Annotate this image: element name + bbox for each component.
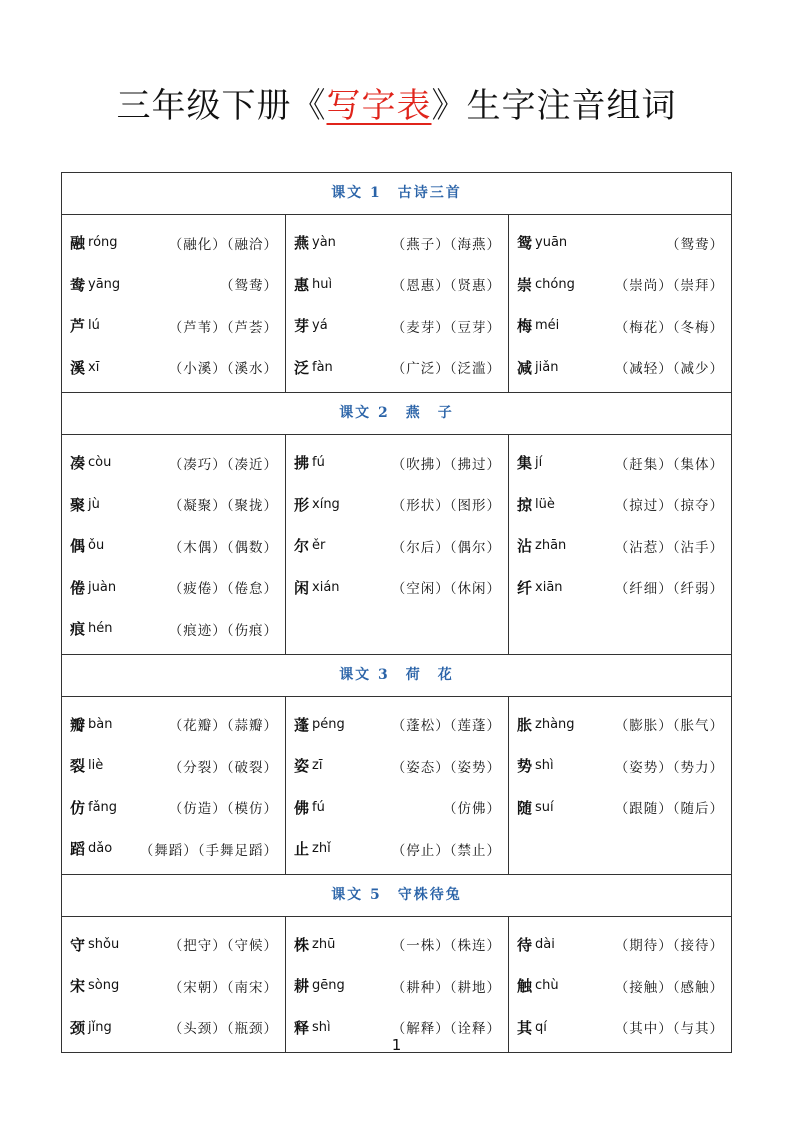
entry-pinyin: ěr (312, 538, 326, 554)
vocab-entry (62, 745, 285, 787)
entry-words: （舞蹈）（手舞足蹈） (139, 842, 278, 859)
entry-words: （耕种）（耕地） (391, 979, 501, 996)
vocab-entry (509, 567, 731, 609)
entry-character: 沾 (517, 537, 533, 556)
entry-words: （麦芽）（豆芽） (391, 319, 501, 336)
entry-words: （芦苇）（芦荟） (168, 319, 278, 336)
page-number: 1 (391, 1036, 402, 1054)
entry-words: （赶集）（集体） (614, 456, 724, 473)
lesson-body (62, 435, 731, 655)
entry-words: （鸳鸯） (666, 236, 724, 253)
vocab-entry (62, 305, 285, 347)
entry-pinyin: jí (535, 455, 543, 471)
entry-words: （一株）（株连） (391, 938, 501, 955)
entry-character: 姿 (294, 757, 310, 776)
entry-character: 势 (517, 757, 533, 776)
entry-pinyin: zī (312, 758, 323, 774)
entry-character: 耕 (294, 977, 310, 996)
entry-character: 芽 (294, 317, 310, 336)
entry-character: 集 (517, 454, 533, 473)
entry-words: （鸳鸯） (220, 278, 278, 295)
entry-pinyin: huì (312, 276, 333, 292)
title-suffix: 生字注音组词 (466, 86, 677, 126)
vocab-entry (509, 704, 731, 746)
vocab-entry (286, 264, 508, 306)
entry-pinyin: chù (535, 978, 559, 994)
lesson-column (62, 917, 285, 1053)
vocab-entry (62, 525, 285, 567)
entry-character: 减 (517, 358, 533, 377)
entry-pinyin: qí (535, 1019, 547, 1035)
entry-character: 株 (294, 935, 310, 954)
entry-character: 佛 (294, 798, 310, 817)
vocab-entry (62, 704, 285, 746)
entry-character: 颈 (70, 1018, 86, 1037)
entry-character: 蓬 (294, 715, 310, 734)
lesson-heading: 课文 2 燕 子 (62, 393, 731, 435)
lesson-body (62, 917, 731, 1053)
vocab-entry (286, 347, 508, 389)
lesson-column (62, 215, 285, 392)
entry-character: 宋 (70, 977, 86, 996)
entry-character: 惠 (294, 275, 310, 294)
entry-words: （木偶）（偶数） (168, 539, 278, 556)
entry-character: 溪 (70, 358, 86, 377)
entry-words: （姿态）（姿势） (391, 759, 501, 776)
entry-words: （停止）（禁止） (391, 842, 501, 859)
entry-pinyin: zhān (535, 538, 567, 554)
entry-words: （头颈）（瓶颈） (168, 1021, 278, 1038)
entry-words: （宋朝）（南宋） (168, 979, 278, 996)
entry-pinyin: zhǐ (312, 841, 331, 857)
vocab-entry (509, 347, 731, 389)
entry-pinyin: péng (312, 716, 345, 732)
entry-pinyin: jǐng (88, 1019, 112, 1035)
vocab-entry (286, 442, 508, 484)
entry-pinyin: fú (312, 455, 325, 471)
entry-character: 蹈 (70, 840, 86, 859)
lesson-column (285, 697, 508, 874)
entry-words: （接触）（感触） (614, 979, 724, 996)
entry-character: 闲 (294, 578, 310, 597)
entry-character: 胀 (517, 715, 533, 734)
vocab-entry (509, 924, 731, 966)
entry-pinyin: juàn (88, 579, 117, 595)
lesson-body (62, 215, 731, 393)
lesson-column (285, 215, 508, 392)
entry-character: 待 (517, 935, 533, 954)
vocab-entry (62, 347, 285, 389)
entry-words: （吹拂）（拂过） (391, 456, 501, 473)
entry-character: 仿 (70, 798, 86, 817)
entry-character: 随 (517, 798, 533, 817)
title-prefix: 三年级下册《 (116, 86, 327, 126)
entry-pinyin: lüè (535, 496, 555, 512)
entry-pinyin: fǎng (88, 799, 118, 815)
entry-character: 触 (517, 977, 533, 996)
vocab-entry (286, 525, 508, 567)
entry-pinyin: hén (88, 621, 113, 637)
entry-character: 崇 (517, 275, 533, 294)
entry-words: （痕迹）（伤痕） (168, 622, 278, 639)
entry-pinyin: liè (88, 758, 104, 774)
entry-words: （凑巧）（凑近） (168, 456, 278, 473)
entry-pinyin: shì (535, 758, 554, 774)
vocab-entry (62, 965, 285, 1007)
entry-words: （花瓣）（蒜瓣） (168, 718, 278, 735)
entry-character: 偶 (70, 537, 86, 556)
vocab-entry (286, 704, 508, 746)
entry-pinyin: yá (312, 318, 328, 334)
entry-character: 泛 (294, 358, 310, 377)
entry-pinyin: sòng (88, 978, 120, 994)
entry-character: 凑 (70, 454, 86, 473)
entry-pinyin: dǎo (88, 841, 113, 857)
entry-words: （分裂）（破裂） (168, 759, 278, 776)
entry-character: 其 (517, 1018, 533, 1037)
entry-character: 痕 (70, 620, 86, 639)
entry-character: 鸯 (70, 275, 86, 294)
entry-pinyin: zhū (312, 936, 336, 952)
vocab-entry (62, 567, 285, 609)
entry-pinyin: róng (88, 235, 118, 251)
entry-character: 融 (70, 234, 86, 253)
entry-words: （沾惹）（沾手） (614, 539, 724, 556)
entry-pinyin: xián (312, 579, 340, 595)
lesson-heading: 课文 3 荷 花 (62, 655, 731, 697)
vocab-entry (509, 484, 731, 526)
lesson-body (62, 697, 731, 875)
entry-character: 尔 (294, 537, 310, 556)
entry-words: （仿佛） (443, 801, 501, 818)
lesson-column (508, 917, 731, 1053)
entry-words: （恩惠）（贤惠） (391, 278, 501, 295)
entry-pinyin: lú (88, 318, 100, 334)
vocab-entry (286, 745, 508, 787)
lesson-column (285, 917, 508, 1053)
vocab-entry (62, 924, 285, 966)
entry-words: （仿造）（模仿） (168, 801, 278, 818)
entry-words: （膨胀）（胀气） (614, 718, 724, 735)
entry-words: （蓬松）（莲蓬） (391, 718, 501, 735)
vocab-entry (62, 608, 285, 650)
entry-words: （掠过）（掠夺） (614, 498, 724, 515)
entry-character: 止 (294, 840, 310, 859)
entry-words: （姿势）（势力） (614, 759, 724, 776)
entry-words: （燕子）（海燕） (391, 236, 501, 253)
entry-character: 倦 (70, 578, 86, 597)
entry-pinyin: yàn (312, 235, 336, 251)
vocab-entry (286, 828, 508, 870)
entry-pinyin: bàn (88, 716, 113, 732)
entry-words: （凝聚）（聚拢） (168, 498, 278, 515)
entry-words: （跟随）（随后） (614, 801, 724, 818)
vocab-entry (62, 264, 285, 306)
entry-pinyin: yuān (535, 235, 568, 251)
vocab-entry (286, 787, 508, 829)
entry-words: （崇尚）（崇拜） (614, 278, 724, 295)
vocab-entry (509, 222, 731, 264)
entry-pinyin: suí (535, 799, 554, 815)
vocab-entry (286, 222, 508, 264)
entry-character: 梅 (517, 317, 533, 336)
entry-words: （纤细）（纤弱） (614, 581, 724, 598)
entry-words: （疲倦）（倦怠） (168, 581, 278, 598)
entry-character: 形 (294, 495, 310, 514)
entry-words: （期待）（接待） (614, 938, 724, 955)
entry-words: （小溪）（溪水） (168, 361, 278, 378)
vocab-entry (286, 965, 508, 1007)
vocabulary-table (61, 172, 732, 1053)
title-highlight: 写字表 (326, 86, 432, 126)
entry-pinyin: xíng (312, 496, 340, 512)
entry-pinyin: zhàng (535, 716, 575, 732)
entry-pinyin: gēng (312, 978, 345, 994)
lesson-column (508, 435, 731, 654)
entry-character: 守 (70, 935, 86, 954)
entry-pinyin: còu (88, 455, 112, 471)
vocab-entry (286, 305, 508, 347)
vocab-entry (509, 442, 731, 484)
entry-character: 燕 (294, 234, 310, 253)
lesson-heading: 课文 1 古诗三首 (62, 173, 731, 215)
vocab-entry (509, 965, 731, 1007)
entry-character: 芦 (70, 317, 86, 336)
lesson-heading: 课文 5 守株待兔 (62, 875, 731, 917)
entry-pinyin: méi (535, 318, 560, 334)
entry-pinyin: jiǎn (535, 359, 559, 375)
vocab-entry (286, 484, 508, 526)
entry-pinyin: shì (312, 1019, 331, 1035)
vocab-entry (509, 787, 731, 829)
entry-words: （广泛）（泛滥） (391, 361, 501, 378)
entry-pinyin: jù (88, 496, 100, 512)
lesson-column (62, 697, 285, 874)
entry-pinyin: dài (535, 936, 555, 952)
entry-words: （梅花）（冬梅） (614, 319, 724, 336)
entry-words: （形状）（图形） (391, 498, 501, 515)
entry-character: 裂 (70, 757, 86, 776)
entry-words: （其中）（与其） (614, 1021, 724, 1038)
lesson-column (508, 697, 731, 874)
vocab-entry (62, 484, 285, 526)
entry-pinyin: fú (312, 799, 325, 815)
vocab-entry (509, 264, 731, 306)
vocab-entry (62, 222, 285, 264)
lesson-column (285, 435, 508, 654)
entry-pinyin: xī (88, 359, 100, 375)
entry-character: 拂 (294, 454, 310, 473)
vocab-entry (62, 442, 285, 484)
lesson-column (508, 215, 731, 392)
entry-words: （把守）（守候） (168, 938, 278, 955)
entry-words: （解释）（诠释） (391, 1021, 501, 1038)
entry-words: （减轻）（减少） (614, 361, 724, 378)
entry-character: 聚 (70, 495, 86, 514)
entry-pinyin: chóng (535, 276, 575, 292)
entry-character: 释 (294, 1018, 310, 1037)
entry-words: （空闲）（休闲） (391, 581, 501, 598)
vocab-entry (62, 787, 285, 829)
vocab-entry (286, 567, 508, 609)
entry-character: 掠 (517, 495, 533, 514)
page-title (0, 78, 793, 127)
entry-pinyin: shǒu (88, 936, 120, 952)
vocab-entry (509, 525, 731, 567)
entry-words: （尔后）（偶尔） (391, 539, 501, 556)
vocab-entry (509, 745, 731, 787)
entry-pinyin: xiān (535, 579, 563, 595)
entry-pinyin: ǒu (88, 538, 105, 554)
entry-character: 鸳 (517, 234, 533, 253)
vocab-entry (62, 828, 285, 870)
lesson-column (62, 435, 285, 654)
vocab-entry (286, 924, 508, 966)
title-bracket: 》 (431, 86, 467, 126)
entry-pinyin: fàn (312, 359, 333, 375)
entry-pinyin: yāng (88, 276, 121, 292)
entry-words: （融化）（融洽） (168, 236, 278, 253)
vocab-entry (509, 305, 731, 347)
entry-character: 纤 (517, 578, 533, 597)
entry-character: 瓣 (70, 715, 86, 734)
